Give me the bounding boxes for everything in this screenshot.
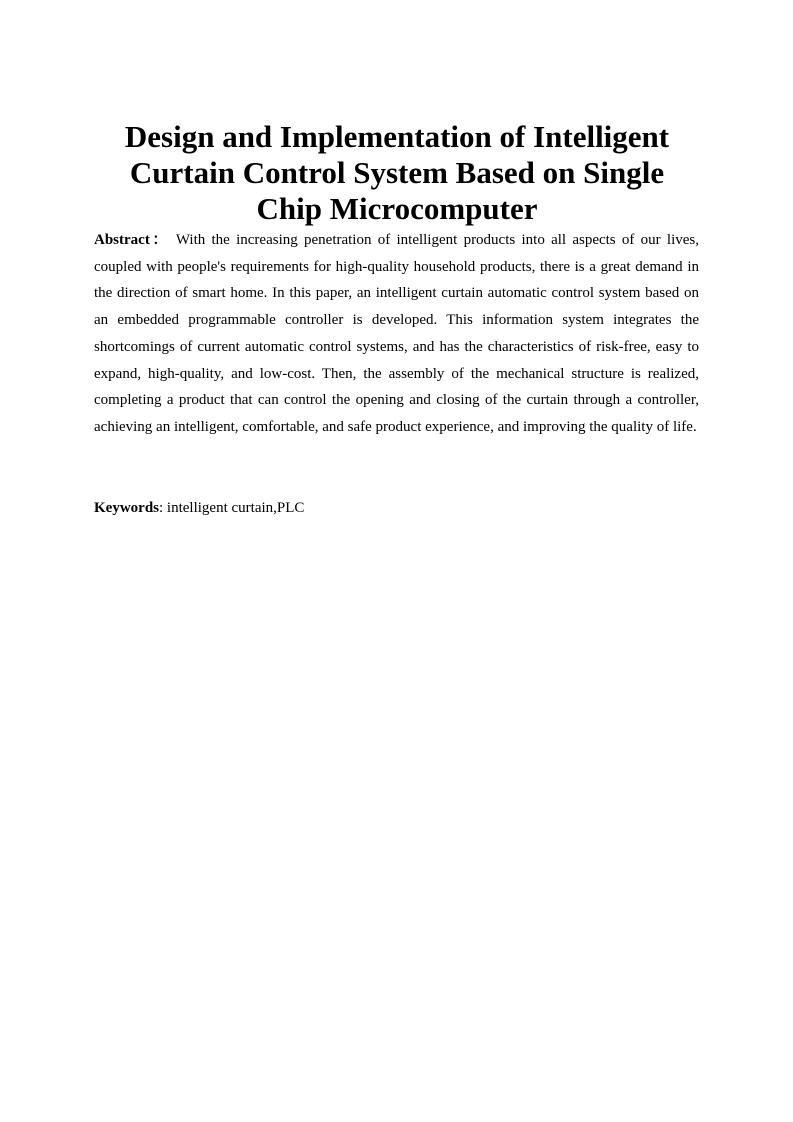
paper-title: Design and Implementation of Intelligent Curtain Control System Based on Single Chip Microcomputer bbox=[124, 119, 670, 226]
keywords-text: intelligent curtain,PLC bbox=[163, 500, 305, 516]
keywords-paragraph bbox=[94, 496, 699, 520]
abstract-paragraph bbox=[94, 227, 699, 441]
keywords-separator: : bbox=[159, 500, 164, 516]
abstract-text: With the increasing penetration of intelligent products into all aspects of our lives, coupled with people's requirements for high-quality household products, there is a great demand in the direction of smart home. In this paper, an intelligent curtain automatic control system based on an embedded programmable controller is developed. This information system integrates the shortcomings of current automatic control systems, and has the characteristics of risk-free, easy to expand, high-quality, and low-cost. Then, the assembly of the mechanical structure is realized, completing a product that can control the opening and closing of the curtain through a controller, achieving an intelligent, comfortable, and safe product experience, and improving the quality of life. bbox=[94, 232, 699, 435]
keywords-label: Keywords bbox=[94, 500, 159, 516]
abstract-separator: ： bbox=[149, 232, 170, 248]
abstract-label: Abstract bbox=[94, 232, 150, 248]
